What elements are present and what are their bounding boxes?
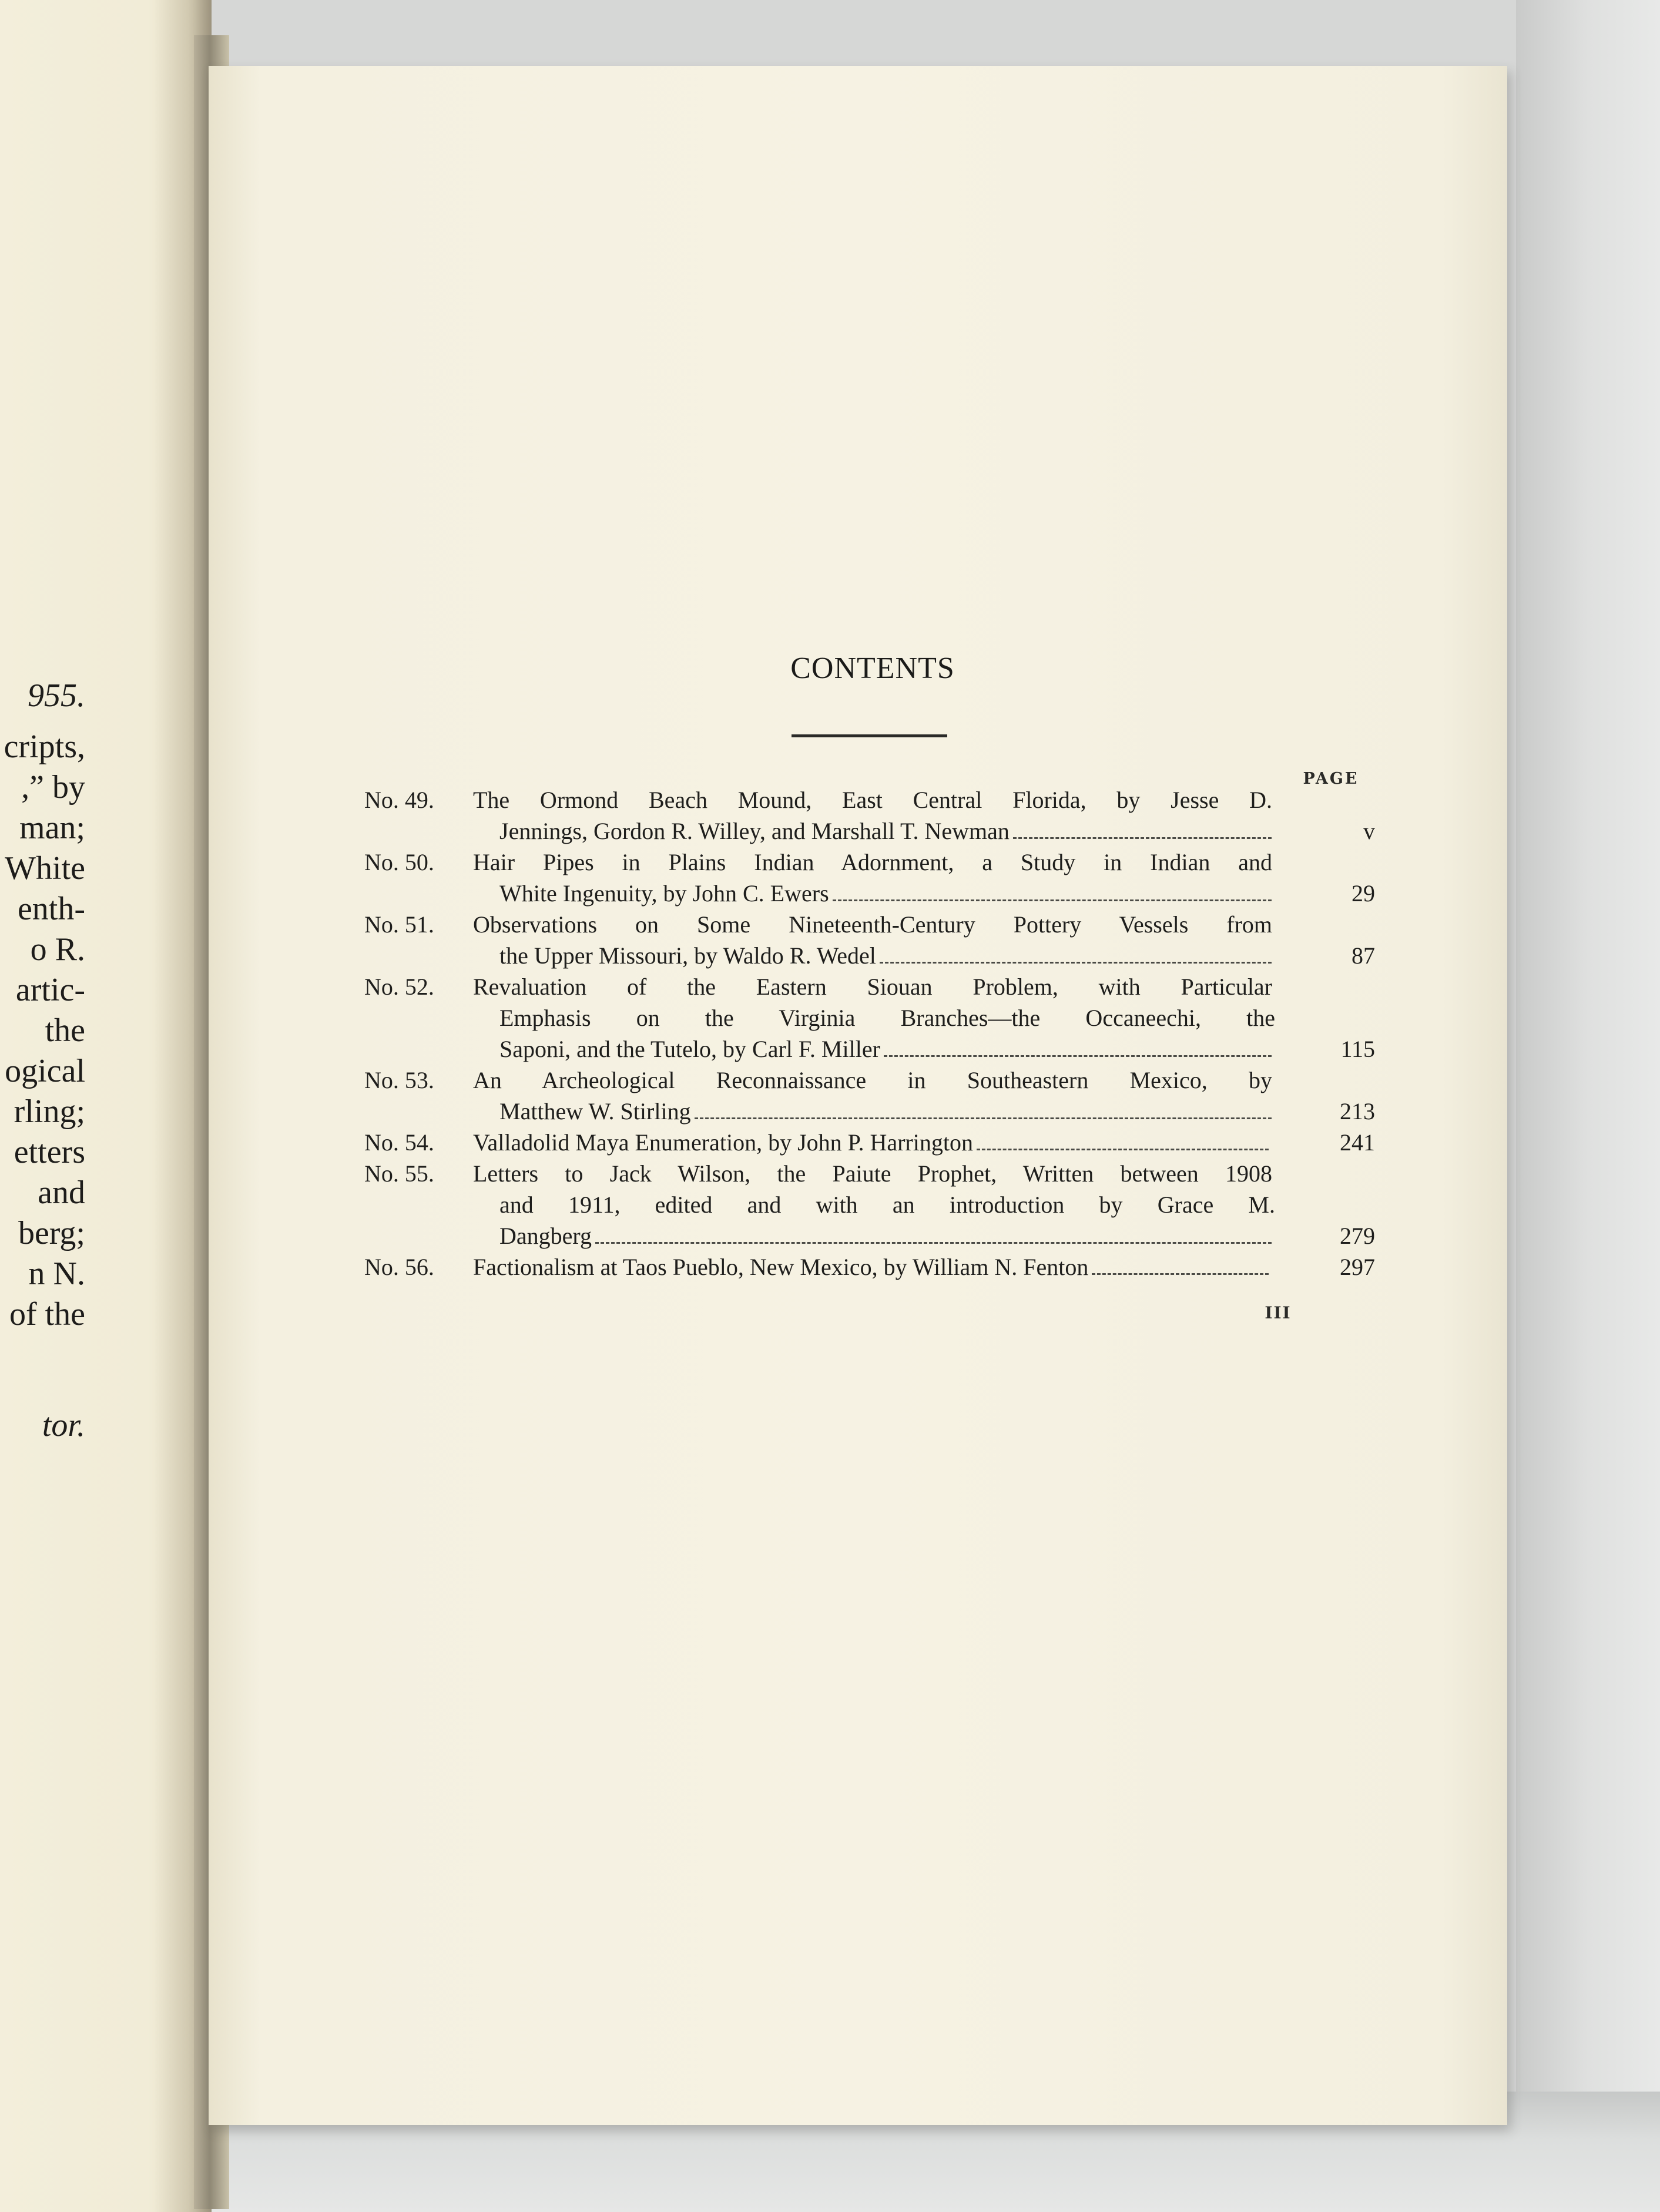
toc-entry — [364, 847, 1375, 909]
entry-line: Valladolid Maya Enumeration, by John P. Harrington — [473, 1127, 1272, 1158]
entry-line: Letters to Jack Wilson, the Paiute Prophet, Written between 1908 — [473, 1160, 1272, 1187]
entry-line: Revaluation of the Eastern Siouan Problem, with Particular — [473, 974, 1272, 1000]
entry-number: No. 52. — [364, 974, 434, 1000]
left-line: ,” by — [21, 769, 85, 805]
entry-line: The Ormond Beach Mound, East Central Florida, by Jesse D. — [473, 787, 1272, 813]
entry-line: Jennings, Gordon R. Willey, and Marshall T. Newman — [499, 815, 1275, 847]
toc-entry — [364, 971, 1375, 1065]
left-page-text — [4, 676, 85, 1446]
entry-line: Emphasis on the Virginia Branches—the Occaneechi, the — [499, 1005, 1275, 1031]
dot-leader — [833, 899, 1272, 901]
entry-page: 279 — [1340, 1223, 1375, 1249]
entry-line: Matthew W. Stirling — [499, 1096, 1275, 1127]
page-column-header: PAGE — [1303, 770, 1359, 788]
dot-leader — [1092, 1273, 1269, 1275]
entry-line: White Ingenuity, by John C. Ewers — [499, 878, 1275, 909]
toc-entry — [364, 1127, 1375, 1158]
left-line: n N. — [28, 1256, 85, 1292]
left-line: ogical — [5, 1053, 85, 1089]
entry-line: An Archeological Reconnaissance in Southeastern Mexico, by — [473, 1067, 1272, 1093]
entry-line: Observations on Some Nineteenth-Century Pottery Vessels from — [473, 911, 1272, 938]
left-line: berg; — [18, 1215, 85, 1251]
entry-line: Saponi, and the Tutelo, by Carl F. Miller — [499, 1033, 1275, 1065]
contents-list — [364, 784, 1375, 1283]
left-line: artic- — [15, 972, 85, 1008]
entry-number: No. 56. — [364, 1254, 434, 1280]
entry-number: No. 55. — [364, 1160, 434, 1187]
entry-line: and 1911, edited and with an introduction by Grace M. — [499, 1191, 1275, 1218]
entry-number: No. 49. — [364, 787, 434, 813]
left-line: o R. — [30, 931, 85, 968]
entry-number: No. 54. — [364, 1129, 434, 1156]
dot-leader — [884, 1055, 1272, 1057]
table-surface-right — [1516, 0, 1660, 2212]
entry-line: the Upper Missouri, by Waldo R. Wedel — [499, 940, 1275, 971]
left-line: enth- — [17, 891, 85, 927]
toc-entry — [364, 784, 1375, 847]
left-line: White — [5, 850, 85, 887]
contents-title: CONTENTS — [790, 652, 955, 685]
entry-page: 115 — [1340, 1036, 1375, 1062]
title-rule — [792, 734, 947, 737]
toc-entry — [364, 909, 1375, 971]
dot-leader — [695, 1117, 1272, 1119]
left-line: rling; — [14, 1093, 85, 1130]
page-folio: III — [1265, 1303, 1292, 1322]
dot-leader — [595, 1242, 1272, 1244]
toc-entry — [364, 1065, 1375, 1127]
entry-number: No. 53. — [364, 1067, 434, 1093]
entry-number: No. 51. — [364, 911, 434, 938]
left-line: and — [38, 1174, 85, 1211]
entry-page: 213 — [1340, 1098, 1375, 1125]
dot-leader — [1013, 837, 1272, 839]
left-line: etters — [14, 1134, 85, 1170]
left-line: man; — [19, 810, 85, 846]
entry-line: Dangberg — [499, 1220, 1275, 1251]
entry-line: Factionalism at Taos Pueblo, New Mexico, by William N. Fenton — [473, 1251, 1272, 1283]
dot-leader — [977, 1149, 1269, 1150]
dot-leader — [880, 962, 1272, 964]
entry-page: 241 — [1340, 1129, 1375, 1156]
entry-page: 29 — [1352, 880, 1375, 907]
toc-entry — [364, 1158, 1375, 1251]
left-line: the — [45, 1012, 85, 1049]
left-line: cripts, — [4, 729, 85, 765]
left-page — [0, 0, 212, 2212]
entry-page: 87 — [1352, 942, 1375, 969]
left-line: 955. — [28, 677, 85, 714]
entry-number: No. 50. — [364, 849, 434, 875]
toc-entry — [364, 1251, 1375, 1283]
left-signature: tor. — [42, 1407, 85, 1444]
left-line: of the — [9, 1296, 85, 1332]
entry-line: Hair Pipes in Plains Indian Adornment, a Study in Indian and — [473, 849, 1272, 875]
entry-page: 297 — [1340, 1254, 1375, 1280]
entry-page: v — [1363, 818, 1375, 844]
